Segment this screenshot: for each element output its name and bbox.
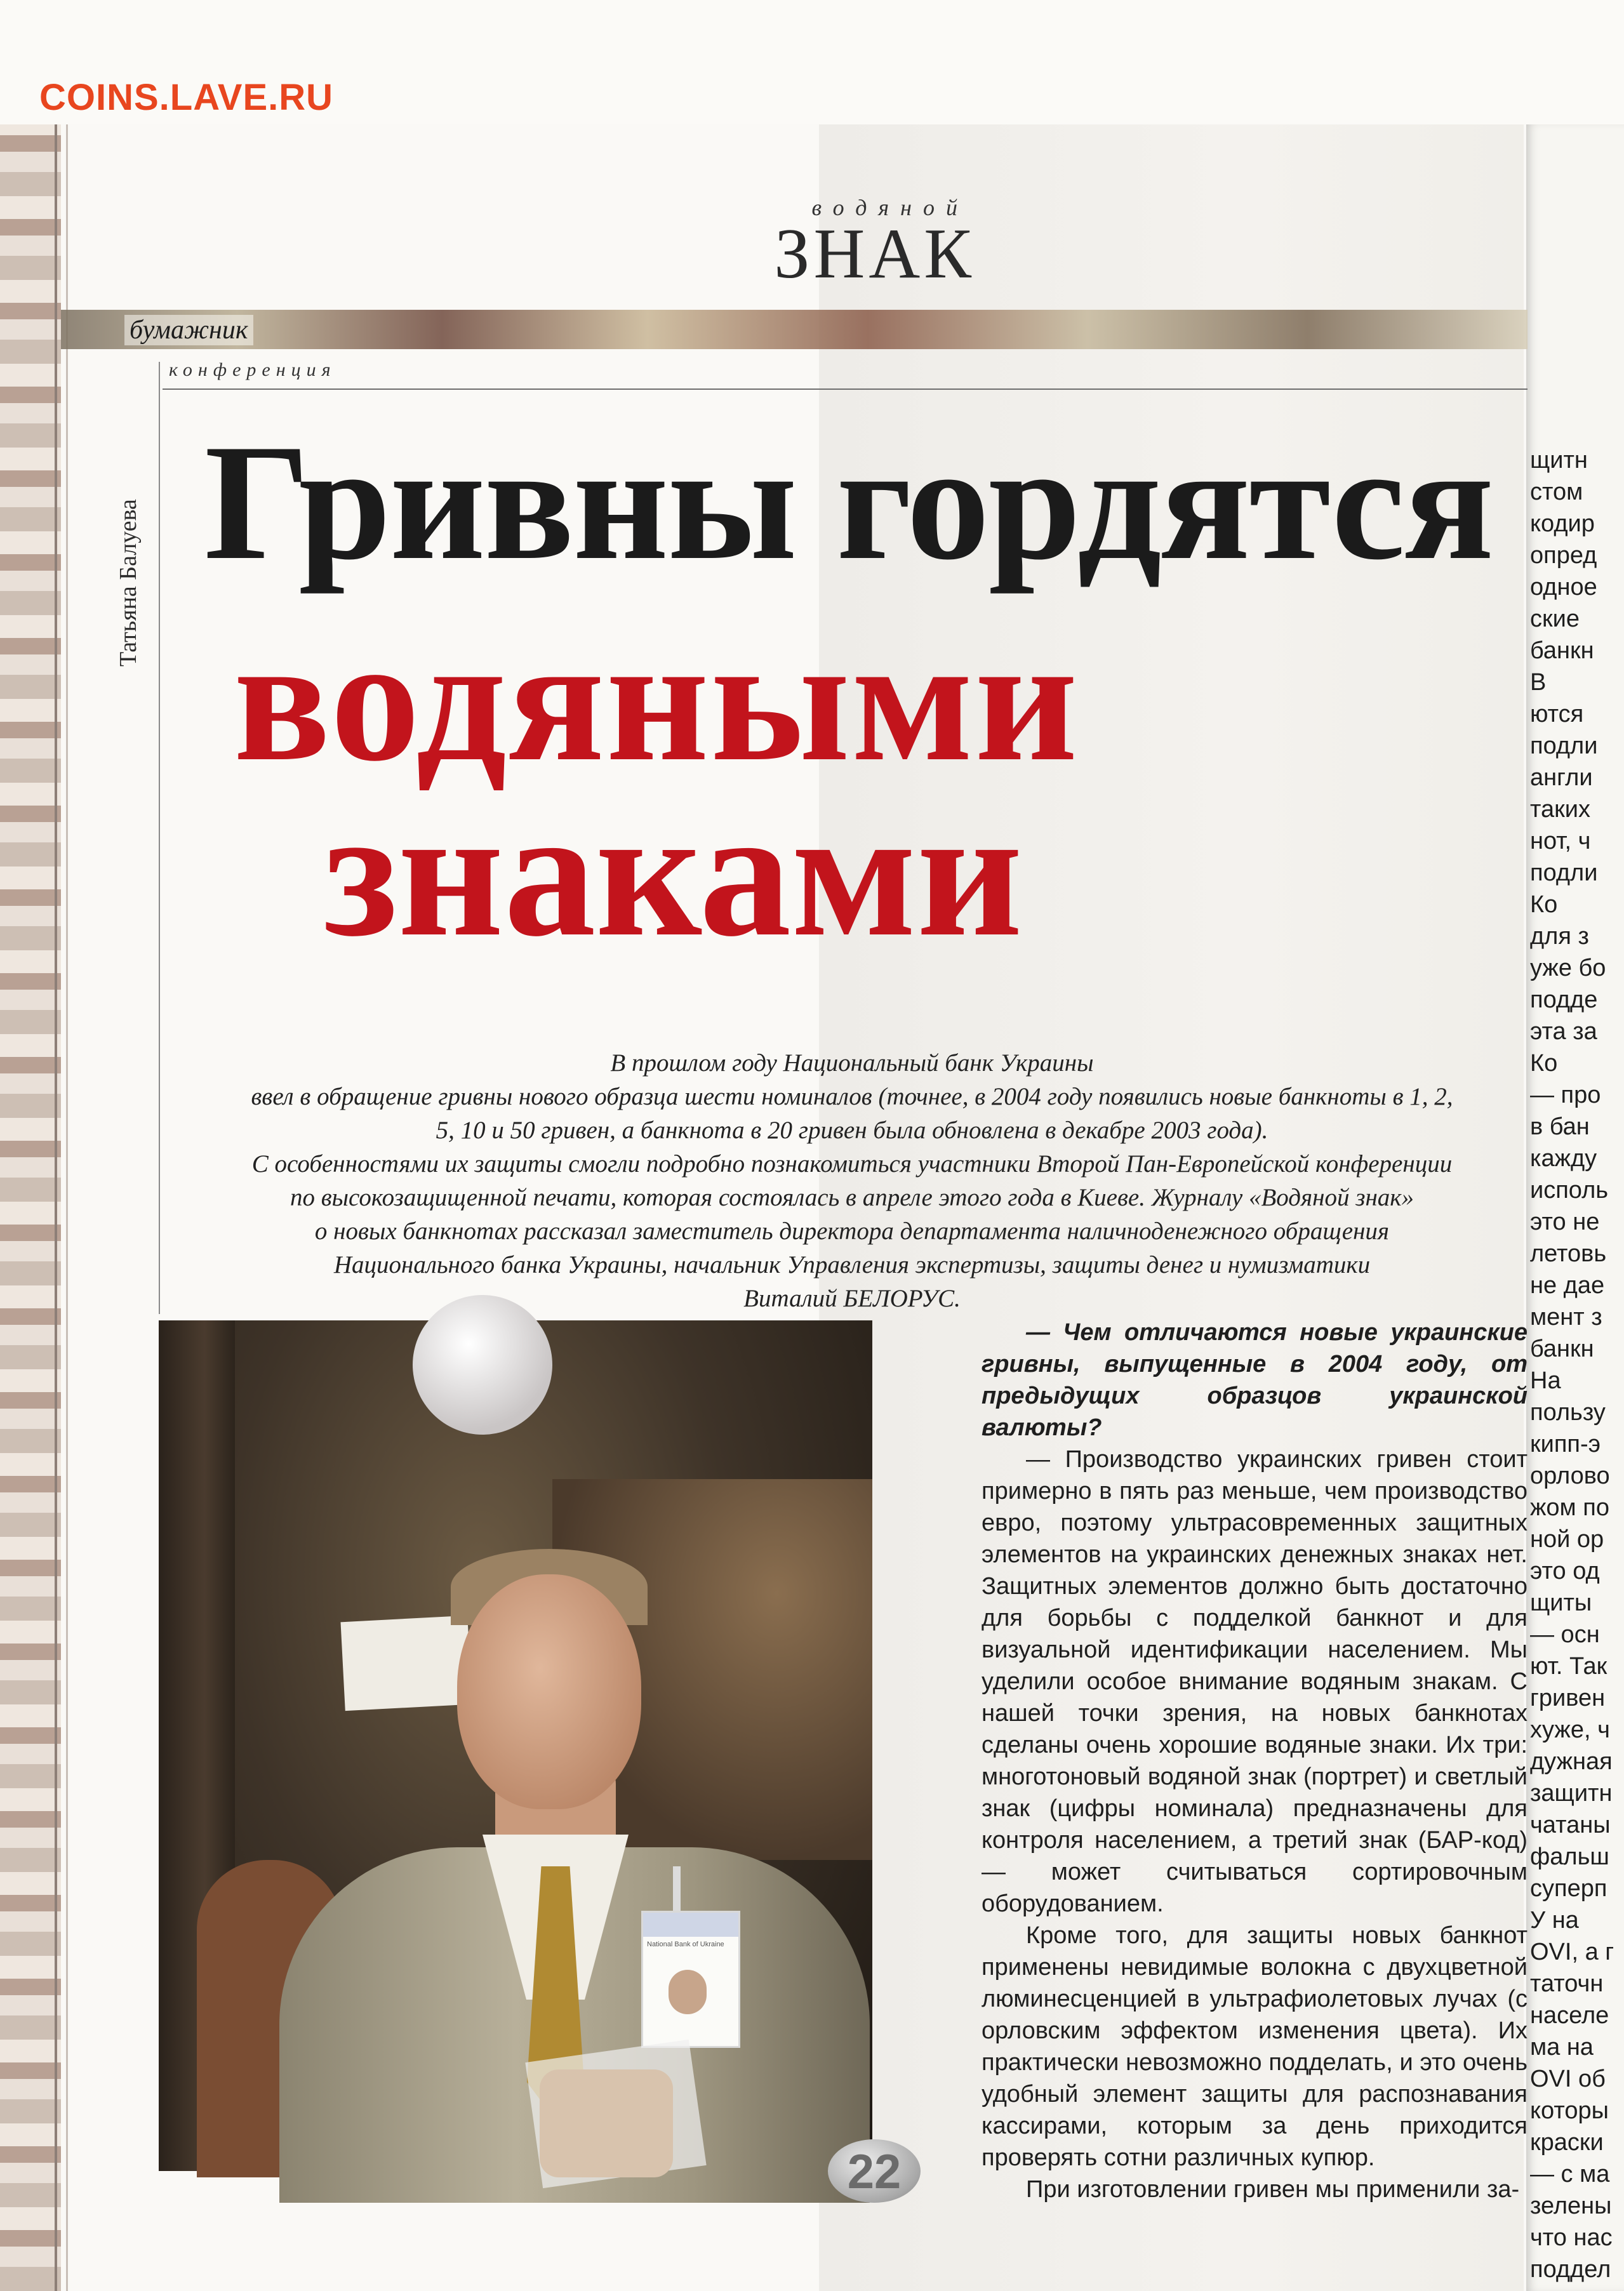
next-page-line: зелены	[1530, 2193, 1612, 2219]
next-page-line: OVI, а г	[1530, 1939, 1614, 1965]
lead-line: Национального банка Украины, начальник Управления экспертизы, защиты денег и нумизматики	[333, 1251, 1371, 1278]
next-page-line: щитн	[1530, 447, 1588, 474]
next-page-line: жом по	[1530, 1494, 1609, 1521]
article-paragraph: При изготовлении гривен мы применили за-	[1026, 2176, 1520, 2203]
lead-line: о новых банкнотах рассказал заместитель директора департамента наличноденежного обращения	[314, 1218, 1390, 1245]
photo-poster	[340, 1616, 472, 1711]
badge-header	[643, 1913, 738, 1937]
next-page-line: фальш	[1530, 1843, 1609, 1870]
vertical-rule	[159, 362, 160, 1314]
next-page-line: На	[1530, 1367, 1561, 1394]
page-number-badge	[828, 2139, 921, 2203]
next-page-line: таточн	[1530, 1970, 1604, 1997]
next-page-line: не дае	[1530, 1272, 1605, 1299]
next-page-line: банкн	[1530, 637, 1594, 664]
next-page-line: эта за	[1530, 1018, 1597, 1045]
next-page-line: мент з	[1530, 1304, 1602, 1331]
next-page-line: ются	[1530, 701, 1584, 727]
next-page-line: кодир	[1530, 510, 1595, 537]
spine-rule-inner	[66, 124, 68, 2291]
subsection-rule	[163, 388, 1527, 390]
next-page-line: что нас	[1530, 2224, 1613, 2251]
next-page-line: подли	[1530, 733, 1598, 759]
lead-line: С особенностями их защиты смогли подробно познакомиться участники Второй Пан-Европейской конференции	[251, 1150, 1453, 1178]
page-number: 22	[847, 2145, 902, 2199]
next-page-line: — осн	[1530, 1621, 1600, 1648]
badge-photo	[669, 1970, 707, 2014]
next-page-line: это не	[1530, 1209, 1600, 1235]
next-page-line: стом	[1530, 479, 1583, 505]
next-page-line: пользу	[1530, 1399, 1606, 1426]
next-page-line: щиты	[1530, 1590, 1592, 1616]
headline-line-3: знаками	[324, 771, 1023, 974]
next-page-line: гривен	[1530, 1685, 1606, 1711]
next-page-line: нот, ч	[1530, 828, 1591, 854]
next-page-line: это од	[1530, 1558, 1600, 1584]
next-page-line: англи	[1530, 764, 1593, 791]
next-page-line: исполь	[1530, 1177, 1609, 1204]
headline-line-1: Гривны гордятся	[204, 410, 1493, 594]
lead-line: Виталий БЕЛОРУС.	[743, 1285, 961, 1312]
next-page-line: которы	[1530, 2097, 1609, 2124]
article-paragraph: — Производство украинских гривен стоит примерно в пять раз меньше, чем производство евро, поэтому ультрасовременных защитных элементов на украинских денежных знаках нет. Защитных элементов должно быть достаточно для борьбы с подделкой банкнот и для визуальной идентификации населением. Мы уделили особое внимание водяным знакам. С нашей точки зрения, на новых банкнотах сделаны очень хорошие водяные знаки. Их три: многотоновый водяной знак (портрет) и светлый знак (цифры номинала) предназначены для контроля населением, а третий знак (БАР-код) — может считываться сортировочным оборудованием.	[982, 1446, 1527, 1917]
article-lead	[173, 1046, 1531, 1315]
next-page-line: дужная	[1530, 1748, 1613, 1775]
next-page-line: OVI об	[1530, 2066, 1606, 2092]
interview-question: — Чем отличаются новые украинские гривны, выпущенные в 2004 году, от предыдущих образцов украинской валюты?	[982, 1319, 1527, 1441]
next-page-line: кажду	[1530, 1145, 1597, 1172]
next-page-line: летовь	[1530, 1240, 1607, 1267]
next-page-line: чатаны	[1530, 1812, 1611, 1838]
next-page-line: У на	[1530, 1907, 1579, 1934]
spine-rule	[55, 124, 57, 2291]
next-page-line: орлово	[1530, 1463, 1610, 1489]
next-page-line: таких	[1530, 796, 1590, 823]
next-page-line: банкн	[1530, 1336, 1594, 1362]
next-page-line: Ко	[1530, 891, 1558, 918]
next-page-line: подли	[1530, 860, 1598, 886]
next-page-line: уже бо	[1530, 955, 1606, 981]
next-page-line: краски	[1530, 2129, 1604, 2156]
magazine-title: ЗНАК	[774, 215, 975, 293]
next-page-line: ма на	[1530, 2034, 1594, 2061]
next-page-line: ной ор	[1530, 1526, 1604, 1553]
badge-text: National Bank of Ukraine	[647, 1941, 724, 1948]
next-page-line: поддел	[1530, 2256, 1611, 2283]
next-page-line: для з	[1530, 923, 1589, 950]
site-watermark: COINS.LAVE.RU	[39, 77, 334, 118]
headline-line-2: водяными	[234, 600, 1079, 798]
article-column	[982, 1317, 1527, 2205]
next-page-line: населе	[1530, 2002, 1609, 2029]
next-page-line: одное	[1530, 574, 1597, 601]
next-page-line: суперп	[1530, 1875, 1607, 1902]
author-byline: Татьяна Балуева	[115, 499, 142, 667]
next-page-line: ют. Так	[1530, 1653, 1607, 1680]
photo-name-badge	[641, 1911, 740, 2048]
next-page-line: Ко	[1530, 1050, 1558, 1077]
photo-face	[457, 1574, 641, 1809]
next-page-line: В	[1530, 669, 1547, 696]
section-banner	[61, 310, 1527, 349]
next-page-line: хуже, ч	[1530, 1717, 1610, 1743]
next-page-line: защитн	[1530, 1780, 1613, 1807]
next-page-line: подде	[1530, 986, 1598, 1013]
next-page-line: опред	[1530, 542, 1597, 569]
lead-line: 5, 10 и 50 гривен, а банкнота в 20 гривен была обновлена в декабре 2003 года).	[436, 1117, 1268, 1144]
next-page-line: кипп-э	[1530, 1431, 1601, 1458]
next-page-line: — с ма	[1530, 2161, 1610, 2188]
next-page-column	[1530, 444, 1624, 2283]
next-page-line: ские	[1530, 606, 1580, 632]
page-spine	[0, 124, 61, 2291]
next-page-line: в бан	[1530, 1113, 1590, 1140]
lead-line: ввел в обращение гривны нового образца шести номиналов (точнее, в 2004 году появились новые банкноты в 1, 2,	[251, 1083, 1453, 1110]
photo-hand	[540, 2069, 673, 2177]
next-page-line: — про	[1530, 1082, 1601, 1108]
photo-balloon	[413, 1295, 552, 1435]
subsection-label: конференция	[169, 359, 336, 380]
magazine-subtitle: водяной	[811, 195, 969, 220]
lead-line: В прошлом году Национальный банк Украины	[610, 1049, 1094, 1077]
section-label: бумажник	[124, 315, 253, 345]
portrait-photo	[159, 1320, 872, 2171]
article-paragraph: Кроме того, для защиты новых банкнот применены невидимые волокна с двухцветной люминесценцией в ультрафиолетовых лучах (с орловским эффектом изменения цвета). Их практически невозможно подделать, и это очень удобный элемент защиты для распознавания кассирами, которым за день приходится проверять сотни различных купюр.	[982, 1922, 1527, 2171]
lead-line: по высокозащищенной печати, которая состоялась в апреле этого года в Киеве. Журналу «Водяной знак»	[290, 1184, 1414, 1211]
